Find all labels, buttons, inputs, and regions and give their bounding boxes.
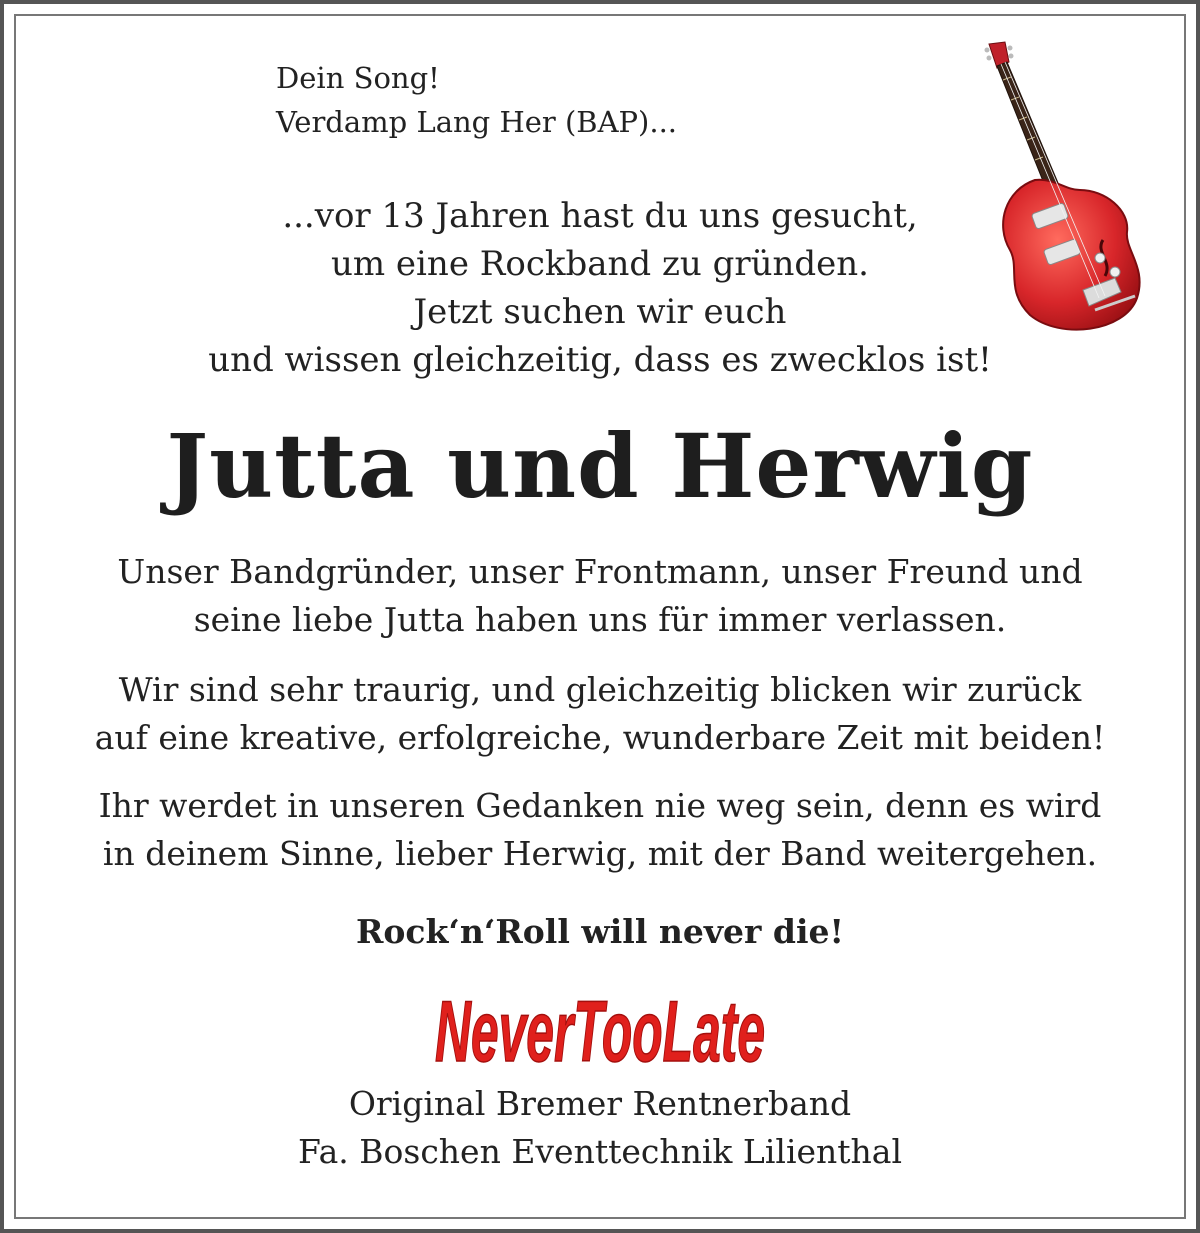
paragraph-1 bbox=[0, 548, 1200, 644]
band-logo-text: NeverTooLate bbox=[435, 984, 765, 1075]
paragraph-2-line-1: Wir sind sehr traurig, und gleichzeitig blicken wir zurück bbox=[118, 670, 1082, 709]
paragraph-2 bbox=[0, 666, 1200, 762]
paragraph-1-line-2: seine liebe Jutta haben uns für immer verlassen. bbox=[193, 600, 1007, 639]
paragraph-3 bbox=[0, 782, 1200, 878]
intro-text bbox=[276, 56, 677, 144]
motto: Rock‘n‘Roll will never die! bbox=[356, 912, 844, 951]
quote-line-3: Jetzt suchen wir euch bbox=[413, 292, 787, 332]
deceased-names: Jutta und Herwig bbox=[166, 414, 1034, 518]
intro-line-1: Dein Song! bbox=[276, 61, 440, 95]
paragraph-2-line-2: auf eine kreative, erfolgreiche, wunderbare Zeit mit beiden! bbox=[94, 718, 1106, 757]
band-logo-wordmark bbox=[0, 975, 1200, 1075]
intro-line-2: Verdamp Lang Her (BAP)... bbox=[276, 105, 678, 139]
quote-line-2: um eine Rockband zu gründen. bbox=[330, 244, 869, 284]
band-logo bbox=[0, 975, 1200, 1075]
paragraph-1-line-1: Unser Bandgründer, unser Frontmann, unser Freund und bbox=[117, 552, 1083, 591]
paragraph-3-line-2: in deinem Sinne, lieber Herwig, mit der Band weitergehen. bbox=[102, 834, 1098, 873]
memorial-quote bbox=[0, 192, 1200, 384]
paragraph-3-line-1: Ihr werdet in unseren Gedanken nie weg sein, denn es wird bbox=[98, 786, 1102, 825]
signoff-line-2: Fa. Boschen Eventtechnik Lilienthal bbox=[297, 1132, 903, 1171]
signoff bbox=[0, 1080, 1200, 1176]
quote-line-1: ...vor 13 Jahren hast du uns gesucht, bbox=[282, 196, 918, 236]
quote-line-4: und wissen gleichzeitig, dass es zwecklos ist! bbox=[208, 340, 992, 380]
signoff-line-1: Original Bremer Rentnerband bbox=[348, 1084, 852, 1123]
